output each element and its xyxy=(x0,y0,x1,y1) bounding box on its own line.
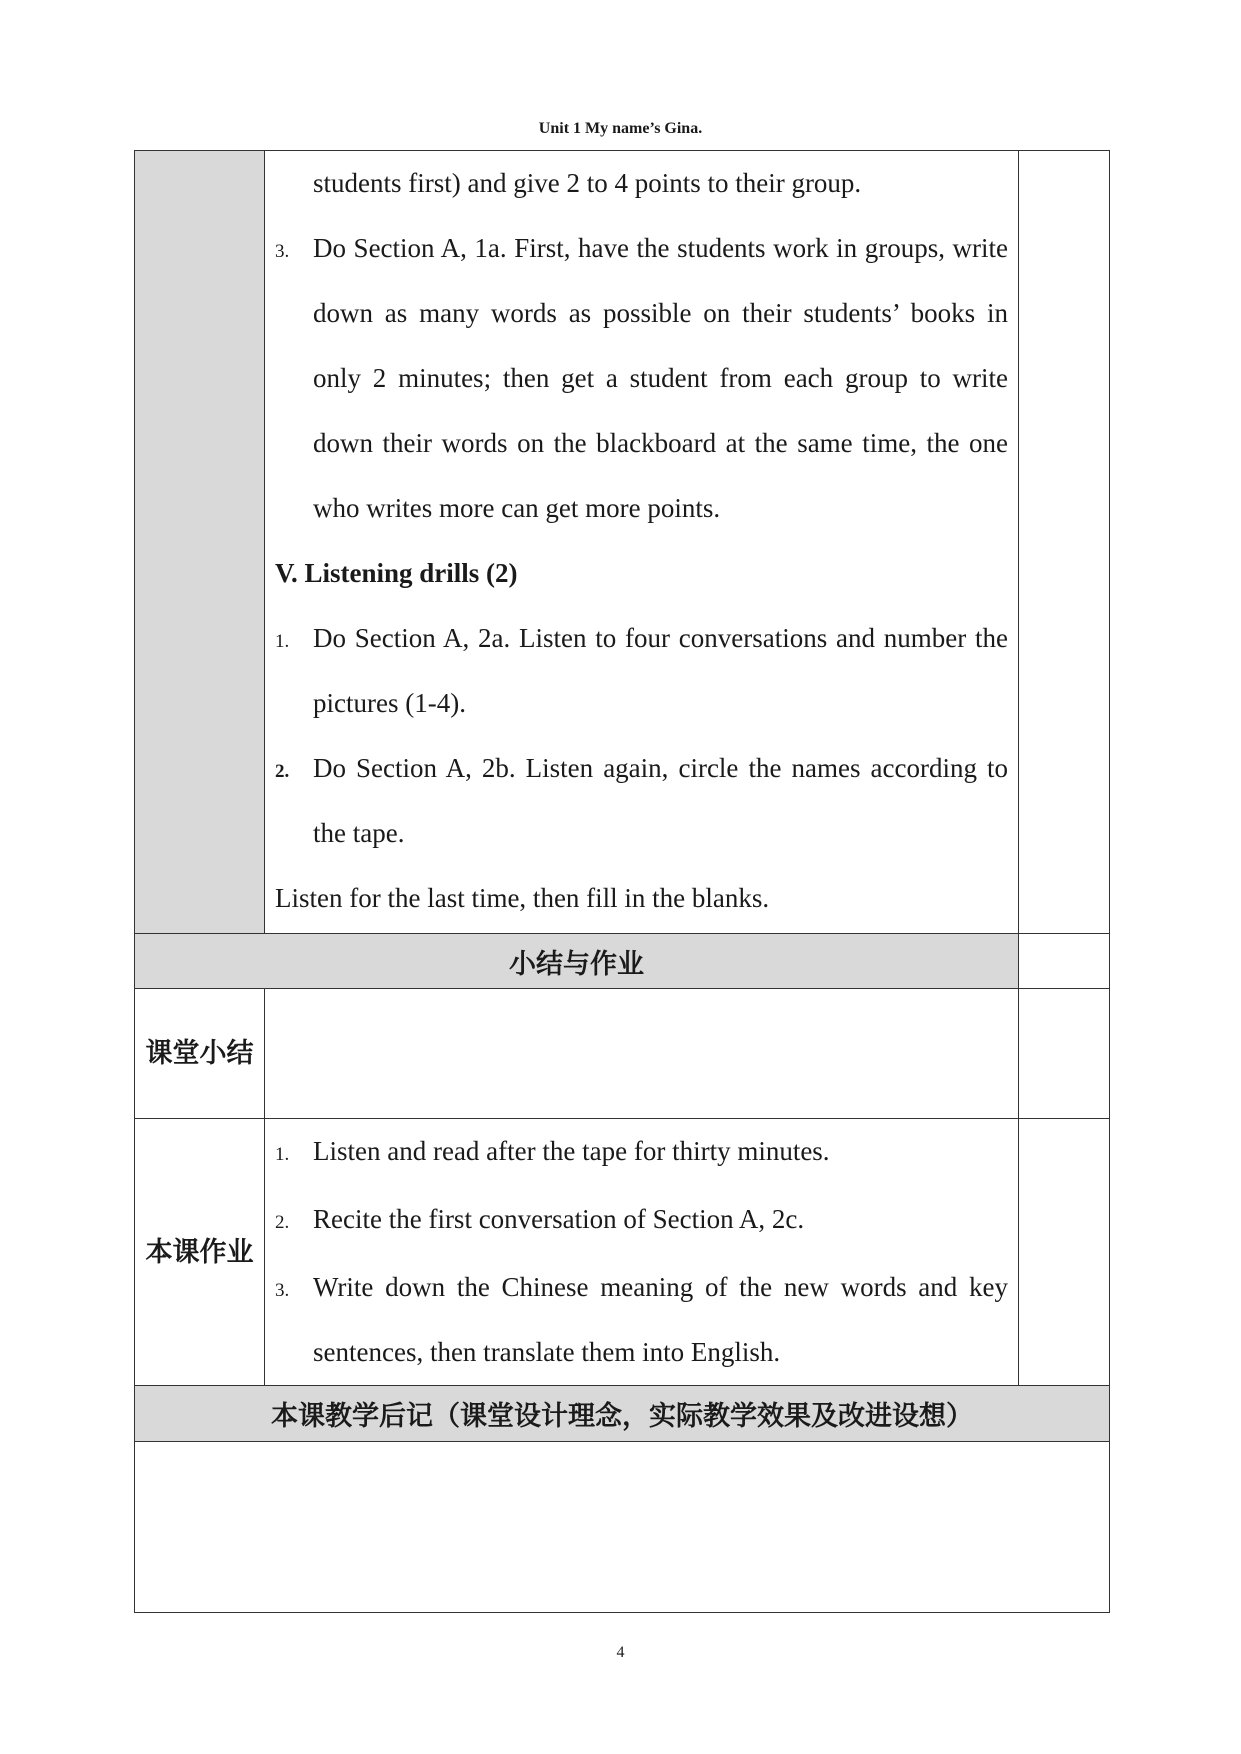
homework-list xyxy=(265,1119,1018,1385)
class-summary-row xyxy=(135,989,1110,1119)
reflection-title: 本课教学后记（课堂设计理念，实际教学效果及改进设想） xyxy=(135,1386,1110,1442)
notes-cell xyxy=(1019,151,1110,934)
list-item xyxy=(275,1187,1008,1255)
reflection-content xyxy=(135,1442,1110,1613)
list-text: Listen and read after the tape for thirty minutes. xyxy=(313,1136,830,1166)
list-number: 1. xyxy=(275,1144,290,1165)
list-text: Recite the first conversation of Section A, 2c. xyxy=(313,1204,805,1234)
list-number: 3. xyxy=(275,241,290,262)
list-item xyxy=(275,736,1008,866)
list-item xyxy=(275,1119,1008,1187)
notes-cell xyxy=(1019,934,1110,989)
list-text: Do Section A, 1a. First, have the students work in groups, write down as many words as possible on their students’ books in only 2 minutes; then get a student from each group to write down their words on the blackboard at the same time, the one who writes more can get more points. xyxy=(313,233,1008,523)
summary-homework-title: 小结与作业 xyxy=(135,934,1019,989)
closing-line: Listen for the last time, then fill in the blanks. xyxy=(275,883,770,913)
section-heading: V. Listening drills (2) xyxy=(275,558,518,588)
homework-content-cell xyxy=(265,1119,1019,1386)
page-number: 4 xyxy=(616,1644,625,1661)
notes-cell xyxy=(1019,1119,1110,1386)
list-item xyxy=(275,216,1008,541)
list-number: 3. xyxy=(275,1280,290,1301)
list-item xyxy=(275,1255,1008,1385)
procedure-row xyxy=(135,151,1110,934)
list-text: Do Section A, 2b. Listen again, circle the names according to the tape. xyxy=(313,753,1008,848)
reflection-title-row xyxy=(135,1386,1110,1442)
list-number: 1. xyxy=(275,631,290,652)
homework-label: 本课作业 xyxy=(135,1119,265,1386)
class-summary-content xyxy=(265,989,1019,1119)
procedure-label-cell xyxy=(135,151,265,934)
procedure-content-cell xyxy=(265,151,1019,934)
reflection-row xyxy=(135,1442,1110,1613)
lesson-plan-table xyxy=(134,150,1110,1613)
list-text: Write down the Chinese meaning of the new words and key sentences, then translate them into English. xyxy=(313,1272,1008,1367)
class-summary-label: 课堂小结 xyxy=(135,989,265,1119)
procedure-content xyxy=(265,151,1018,931)
homework-row xyxy=(135,1119,1110,1386)
continued-line: students first) and give 2 to 4 points to their group. xyxy=(313,168,862,198)
page-header: Unit 1 My name’s Gina. xyxy=(538,120,703,137)
summary-title-row xyxy=(135,934,1110,989)
list-item xyxy=(275,606,1008,736)
list-text: Do Section A, 2a. Listen to four conversations and number the pictures (1-4). xyxy=(313,623,1008,718)
list-number: 2. xyxy=(275,761,290,782)
list-number: 2. xyxy=(275,1212,290,1233)
notes-cell xyxy=(1019,989,1110,1119)
